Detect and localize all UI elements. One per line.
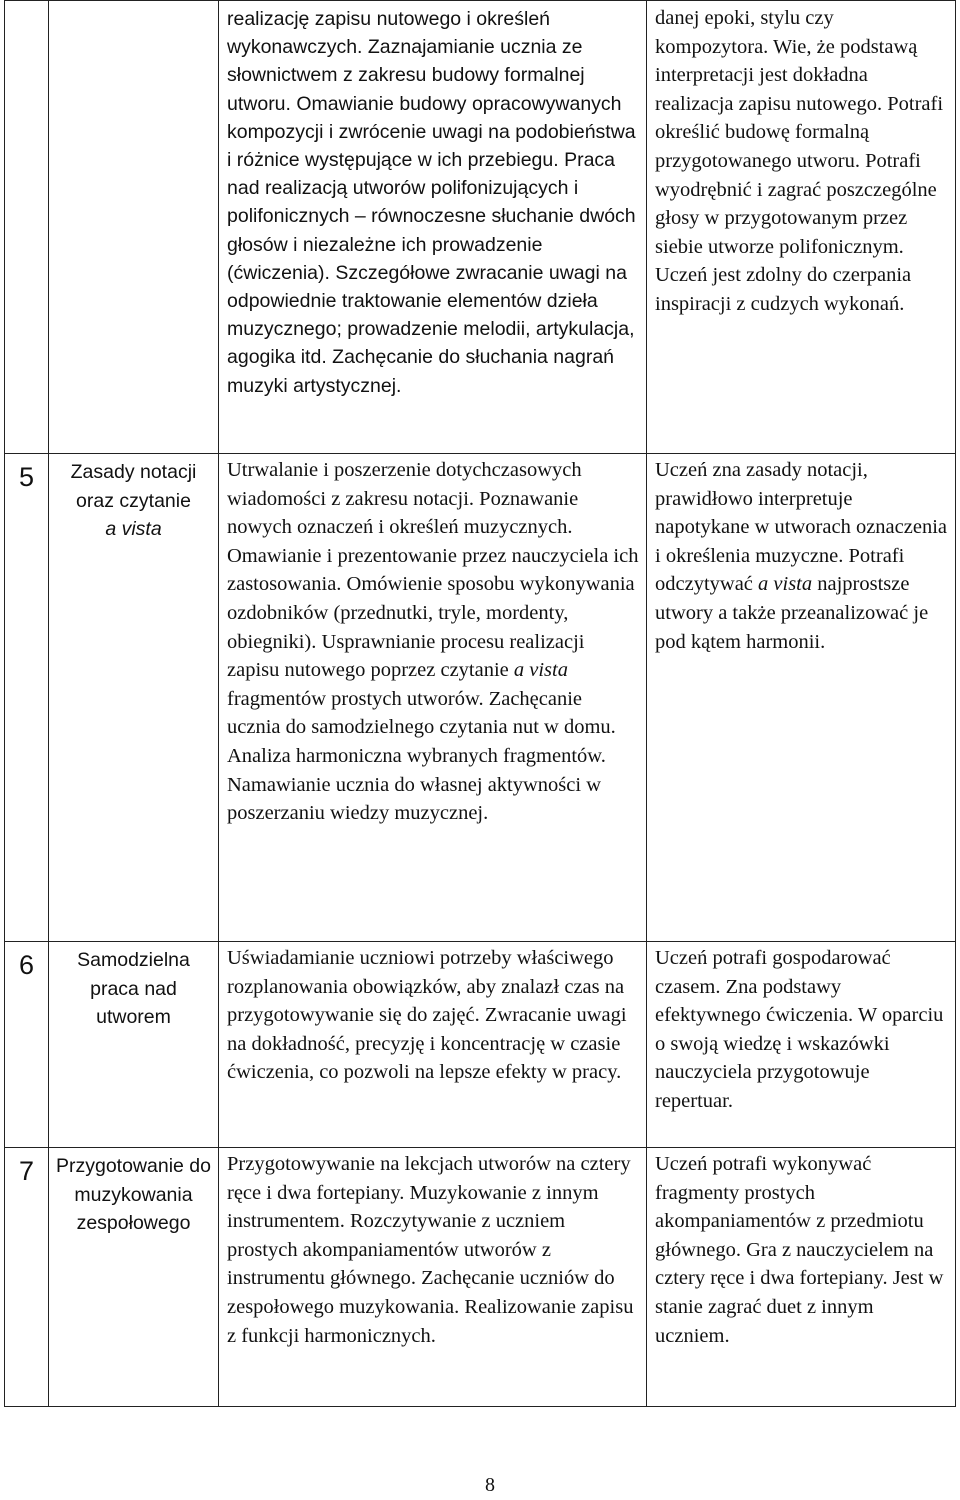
row-number: 6 <box>19 950 35 980</box>
content-cell <box>219 942 647 1148</box>
outcomes-text-part: Uczeń zna zasady notacji, prawidłowo interpretuje napotykane w utworach oznaczenia i określenia muzyczne. Potrafi odczytywać <box>655 459 947 596</box>
row-number: 5 <box>19 462 35 492</box>
table-row <box>5 454 956 942</box>
table-row <box>5 1 956 454</box>
topic-text: Samodzielna praca nad utworem <box>77 949 190 1028</box>
row-number-cell <box>5 1 49 454</box>
topic-text-part: Zasady notacji oraz czytanie <box>70 461 197 512</box>
topic-text <box>49 454 218 544</box>
curriculum-table <box>4 0 956 1407</box>
outcomes-text <box>647 454 955 658</box>
table-row <box>5 1148 956 1407</box>
topic-cell <box>49 454 219 942</box>
content-text: Uświadamianie uczniowi potrzeby właściwego rozplanowania obowiązków, aby znalazł czas na przygotowywanie się do zajęć. Zwracanie uwagi na dokładność, precyzję i koncentrację w czasie ćwiczenia, co pozwoli na lepsze efekty w pracy. <box>227 947 627 1084</box>
content-text: Przygotowywanie na lekcjach utworów na cztery ręce i dwa fortepiany. Muzykowanie z innym instrumentem. Rozczytywanie z uczniem prostych akompaniamentów utworów z instrumentu głównego. Zachęcanie uczniów do zespołowego muzykowania. Realizowanie zapisu z funkcji harmonicznych. <box>227 1153 634 1347</box>
row-number: 7 <box>19 1156 35 1186</box>
content-text-part: fragmentów prostych utworów. Zachęcanie ucznia do samodzielnego czytania nut w domu. Analiza harmoniczna wybranych fragmentów. Namawianie ucznia do własnej aktywności w poszerzaniu wiedzy muzycznej. <box>227 687 616 825</box>
topic-cell <box>49 1 219 454</box>
outcomes-cell <box>647 942 956 1148</box>
outcomes-cell <box>647 1148 956 1407</box>
content-text-part: Utrwalanie i poszerzenie dotychczasowych wiadomości z zakresu notacji. Poznawanie nowych oznaczeń i określeń muzycznych. Omawianie i prezentowanie przez nauczyciela ich zastosowania. Omówienie sposobu wykonywania ozdobników (przednutki, tryle, mordenty, obiegniki). Usprawnianie procesu realizacji zapisu nutowego poprzez czytanie <box>227 459 639 682</box>
page-number: 8 <box>485 1474 495 1496</box>
content-cell <box>219 1148 647 1407</box>
content-text-italic: a vista <box>513 659 568 682</box>
content-text <box>219 454 646 830</box>
outcomes-text: Uczeń potrafi wykonywać fragmenty prostych akompaniamentów z przedmiotu głównego. Gra z nauczycielem na cztery ręce i dwa fortepiany. Jest w stanie zagrać duet z innym uczniem. <box>655 1153 944 1347</box>
row-number-cell <box>5 1148 49 1407</box>
content-cell <box>219 454 647 942</box>
outcomes-text: Uczeń potrafi gospodarować czasem. Zna podstawy efektywnego ćwiczenia. W oparciu o swoją wiedzę i wskazówki nauczyciela przygotowuje repertuar. <box>655 947 944 1112</box>
outcomes-text-italic: a vista <box>758 573 813 596</box>
content-cell <box>219 1 647 454</box>
topic-text: Przygotowanie do muzykowania zespołowego <box>55 1155 211 1234</box>
table-row <box>5 942 956 1148</box>
row-number-cell <box>5 942 49 1148</box>
outcomes-cell <box>647 1 956 454</box>
content-text: realizację zapisu nutowego i określeń wykonawczych. Zaznajamianie ucznia ze słownictwem z zakresu budowy formalnej utworu. Omawianie budowy opracowywanych kompozycji i zwrócenie uwagi na podobieństwa i różnice występujące w ich przebiegu. Praca nad realizacją utworów polifonizujących i polifonicznych – równoczesne słuchanie dwóch głosów i niezależne ich prowadzenie (ćwiczenia). Szczegółowe zwracanie uwagi na odpowiednie traktowanie elementów dzieła muzycznego; prowadzenie melodii, artykulacja, agogika itd. Zachęcanie do słuchania nagrań muzyki artystycznej. <box>227 8 636 397</box>
topic-text-italic: a vista <box>105 518 162 540</box>
topic-cell <box>49 942 219 1148</box>
topic-cell <box>49 1148 219 1407</box>
row-number-cell <box>5 454 49 942</box>
outcomes-text-part: najprostsze utwory a także przeanalizować je pod kątem harmonii. <box>655 573 929 653</box>
outcomes-cell <box>647 454 956 942</box>
outcomes-text: danej epoki, stylu czy kompozytora. Wie, że podstawą interpretacji jest dokładna realizacja zapisu nutowego. Potrafi określić budowę formalną przygotowanego utworu. Potrafi wyodrębnić i zagrać poszczególne głosy w przygotowanym przez siebie utworze polifonicznym. Uczeń jest zdolny do czerpania inspiracji z cudzych wykonań. <box>655 7 944 315</box>
